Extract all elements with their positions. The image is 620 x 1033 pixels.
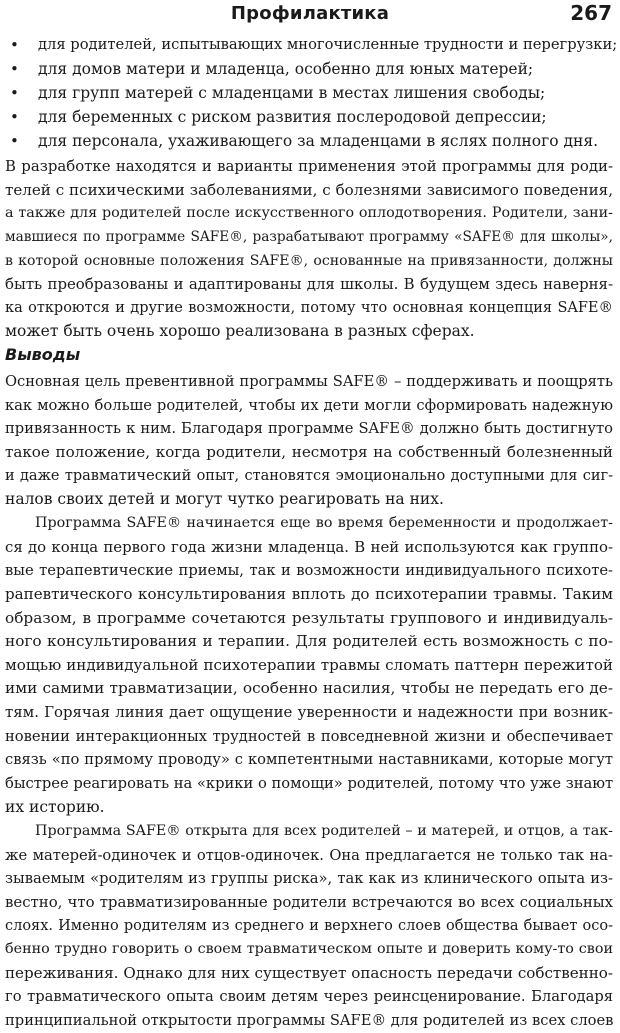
text-line: зываемым «родителям из группы риска», так как из клинического опыта из-: [5, 870, 613, 888]
list-item: • для персонала, ухаживающего за младенцами в яслях полного дня.: [0, 129, 620, 153]
text-line: привязанность к ним. Благодаря программе SAFE® должно быть достигнуто: [5, 420, 613, 438]
text-line: телей с психическими заболеваниями, с болезнями зависимого поведения,: [5, 180, 613, 199]
text-line: новении интеракционных трудностей в повседневной жизни и обеспечивает: [5, 727, 613, 745]
text-line: ного консультирования и терапии. Для родителей есть возможность с по-: [5, 632, 613, 651]
text-line: в которой основные положения SAFE®, основанные на привязанности, должны: [5, 252, 613, 269]
text-line: тям. Горячая линия дает ощущение уверенности и надежности при возник-: [5, 703, 613, 722]
text-line: вестно, что травматизированные родители встречаются во всех социальных: [5, 892, 613, 911]
text-line: В разработке находятся и варианты применения этой программы для роди-: [5, 157, 613, 175]
text-line: их историю.: [5, 797, 105, 816]
paragraph-program-start: [5, 512, 613, 819]
text-line: ка откроются и другие возможности, потому что основная концепция SAFE®: [5, 299, 613, 316]
list-item: • для домов матери и младенца, особенно для юных матерей;: [0, 57, 620, 81]
text-line: слоях. Именно родителям из среднего и верхнего слоев общества бывает осо-: [5, 917, 613, 934]
text-line: налов своих детей и могут чутко реагировать на них.: [5, 490, 444, 509]
text-line: может быть очень хорошо реализована в разных сферах.: [5, 322, 475, 341]
text-line: Основная цель превентивной программы SAFE® – поддерживать и поощрять: [5, 373, 613, 390]
section-heading: Выводы: [5, 345, 81, 364]
text-line: принципиальной открытости программы SAFE® для родителей из всех слоев: [5, 1012, 614, 1030]
text-line: быстрее реагировать на «крики о помощи» родителей, потому что уже знают: [5, 775, 614, 793]
bullet-list: [0, 33, 620, 153]
text-line: ся до конца первого года жизни младенца. В ней используются как группо-: [5, 537, 613, 556]
text-line: образом, в программе сочетаются результаты группового и индивидуаль-: [5, 608, 613, 627]
running-title: Профилактика: [230, 3, 390, 24]
text-line: переживания. Однако для них существует опасность передачи собственно-: [5, 963, 613, 982]
list-item: • для групп матерей с младенцами в местах лишения свободы;: [0, 81, 620, 105]
text-line: Программа SAFE® открыта для всех родителей – и матерей, и отцов, а так-: [35, 823, 613, 839]
text-line: ими самими травматизации, особенно насилия, чтобы не передать его де-: [5, 679, 613, 698]
text-line: как можно больше родителей, чтобы их дети могли сформировать надежную: [5, 396, 613, 414]
page-number: 267: [570, 1, 612, 25]
text-line: же матерей-одиночек и отцов-одиночек. Она предлагается не только так на-: [5, 846, 613, 864]
paragraph-goal: [5, 370, 613, 512]
text-line: связь «по прямому проводу» с компетентными наставниками, которые могут: [5, 751, 613, 769]
text-line: рапевтического консультирования вплоть до психотерапии травмы. Таким: [5, 584, 613, 603]
list-item: • для беременных с риском развития послеродовой депрессии;: [0, 105, 620, 129]
text-line: такое положение, когда родители, несмотря на собственный болезненный: [5, 442, 613, 461]
text-line: и даже травматический опыт, становятся эмоционально доступными для сиг-: [5, 467, 613, 484]
page-header: [0, 0, 620, 30]
text-line: а также для родителей после искусственного оплодотворения. Родители, зани-: [5, 205, 613, 222]
text-line: Программа SAFE® начинается еще во время беременности и продолжает-: [35, 515, 613, 531]
text-line: мощью индивидуальной психотерапии травмы сломать паттерн пережитой: [5, 655, 613, 674]
paragraph-development: [5, 155, 613, 344]
text-line: вые терапевтические приемы, так и возможности индивидуального психоте-: [5, 562, 613, 580]
text-line: бенно трудно говорить о своем травматическом опыте и доверить кому-то свои: [5, 941, 613, 958]
text-line: быть преобразованы и адаптированы для школы. В будущем здесь наверня-: [5, 275, 613, 294]
paragraph-open-program: [5, 820, 613, 1033]
text-line: мавшиеся по программе SAFE®, разрабатывают программу «SAFE® для школы»,: [5, 228, 613, 245]
list-item: • для родителей, испытывающих многочисленные трудности и перегрузки;: [0, 33, 620, 57]
text-line: го травматического опыта своим детям через реинсценирование. Благодаря: [5, 988, 613, 1006]
